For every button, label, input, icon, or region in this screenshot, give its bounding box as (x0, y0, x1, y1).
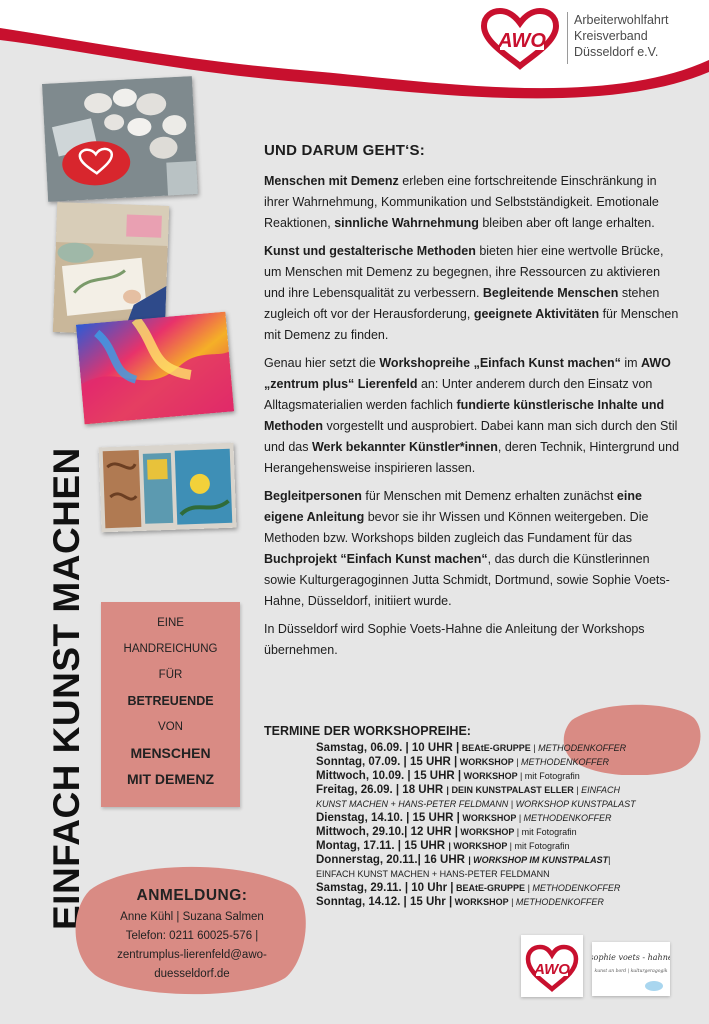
date-row (316, 769, 706, 783)
date-row (316, 839, 706, 853)
registration (102, 886, 282, 984)
date-row (316, 741, 706, 755)
dates-heading: TERMINE DER WORKSHOPREIHE: (264, 724, 471, 738)
photo-drawing (53, 202, 169, 336)
date-row-part: EINFACH KUNST MACHEN + HANS-PETER FELDMANN (316, 869, 550, 879)
date-row-part: WORKSHOP (461, 771, 520, 781)
dates-list (316, 741, 706, 909)
date-row-part: | mit Fotografin (509, 841, 570, 851)
org-name (574, 12, 669, 60)
handout-line: MENSCHEN (130, 745, 211, 761)
handout-line: EINE (157, 617, 184, 629)
handout-line: HANDREICHUNG (123, 643, 218, 655)
date-row (316, 825, 706, 839)
date-row-part: WORKSHOP (457, 827, 517, 837)
date-row (316, 853, 706, 867)
svg-text:kunst an bord | kulturgeragogi: kunst an bord | kulturgeragogik (594, 969, 668, 974)
registration-email: duesseldorf.de (154, 968, 230, 980)
handout-line: MIT DEMENZ (126, 771, 215, 787)
date-row-part: BEAtE-GRUPPE (459, 743, 534, 753)
registration-email: zentrumplus-lierenfeld@awo- (117, 949, 267, 961)
date-row (316, 867, 706, 881)
registration-title: ANMELDUNG: (136, 887, 248, 904)
date-row-part: KUNST MACHEN + HANS-PETER FELDMANN | WORKSHOP KUNSTPALAST (316, 799, 636, 809)
footer-awo-logo (521, 935, 583, 997)
paragraph-4: Begleitpersonen für Menschen mit Demenz erhalten zunächst eine eigene Anleitung bevor sie ihr Wissen und Können weitergeben. Die Methoden bzw. Workshops bilden zugleich das Fundament für das Buchprojekt “Einfach Kunst machen“, das durch die Künstlerinnen sowie Kulturgeragoginnen Jutta Schmidt, Dortmund, sowie Sophie Voets-Hahne, Düsseldorf, initiiert wurde. (264, 489, 670, 608)
date-row-part: Dienstag, 14.10. | 15 UHR | (316, 812, 460, 824)
paragraph-5: In Düsseldorf wird Sophie Voets-Hahne die Anleitung der Workshops übernehmen. (264, 622, 645, 657)
org-divider (567, 12, 568, 64)
date-row-part: WORKSHOP (457, 757, 517, 767)
registration-names: Anne Kühl | Suzana Salmen (120, 911, 264, 923)
date-row-part: | METHODENKOFFER (511, 897, 604, 907)
date-row-part: | EINFACH (576, 785, 620, 795)
org-line-2: Kreisverband (574, 29, 648, 43)
photo-collages (99, 443, 237, 533)
date-row-part: Freitag, 26.09. | 18 UHR (316, 784, 447, 796)
date-row-part: Sonntag, 07.09. | 15 UHR | (316, 756, 458, 768)
date-row-part: | WORKSHOP (448, 841, 510, 851)
svg-text:sophie voets - hahne: sophie voets - hahne (592, 953, 670, 962)
date-row-part: | METHODENKOFFER (516, 757, 609, 767)
svg-text:AWO: AWO (534, 961, 570, 978)
date-row-part: WORKSHOP (452, 897, 512, 907)
photo-stones (42, 76, 198, 202)
date-row-part: | mit Fotografin (516, 827, 577, 837)
main-text (264, 140, 684, 668)
date-row-part: | (608, 855, 611, 865)
awo-logo (478, 8, 562, 70)
date-row-part: | METHODENKOFFER (527, 883, 621, 893)
date-row (316, 881, 706, 895)
handout-line: FÜR (158, 669, 183, 681)
date-row (316, 797, 706, 811)
date-row-part: Mittwoch, 10.09. | 15 UHR | (316, 770, 462, 782)
handout-box (101, 602, 240, 807)
date-row-part: Donnerstag, 20.11.| 16 UHR (316, 854, 469, 866)
paragraph-3: Genau hier setzt die Workshopreihe „Einfach Kunst machen“ im AWO „zentrum plus“ Lierenfeld an: Unter anderem durch den Einsatz von Alltagsmaterialien werden fachlich fundierte künstlerische Inhalte und Methoden vorgestellt und ausprobiert. Dabei kann man sich durch den Stil und das Werk bekannter Künstler*innen, deren Technik, Hintergrund und Herangehensweise inspirieren lassen. (264, 356, 680, 475)
vertical-title: EINFACH KUNST MACHEN (46, 447, 87, 930)
date-row-part: Sonntag, 14.12. | 15 Uhr | (316, 896, 453, 908)
date-row-part: | METHODENKOFFER (518, 813, 612, 823)
org-line-1: Arbeiterwohlfahrt (574, 13, 669, 27)
date-row-part: Montag, 17.11. | 15 UHR (316, 840, 449, 852)
handout-line: BETREUENDE (127, 694, 214, 708)
date-row-part: BEAtE-GRUPPE (453, 883, 528, 893)
date-row-part: Samstag, 06.09. | 10 UHR | (316, 742, 460, 754)
photo-painting (76, 312, 234, 425)
paragraph-2: Kunst und gestalterische Methoden bieten hier eine wertvolle Brücke, um Menschen mit Demenz zu begegnen, ihre Ressourcen zu aktivieren und ihre Lebensqualität zu verbessern. Begleitende Menschen stehen zugleich oft vor der Herausforderung, geeignete Aktivitäten für Menschen mit Demenz zu finden. (264, 244, 679, 342)
handout-line: VON (158, 721, 183, 733)
date-row (316, 811, 706, 825)
date-row (316, 895, 706, 909)
svg-text:AWO: AWO (498, 30, 546, 52)
date-row-part: WORKSHOP (459, 813, 519, 823)
date-row-part: | METHODENKOFFER (533, 743, 627, 753)
date-row-part: | WORKSHOP IM KUNSTPALAST (468, 855, 609, 865)
date-row (316, 783, 706, 797)
footer-sophie-logo (592, 942, 670, 996)
date-row-part: Mittwoch, 29.10.| 12 UHR | (316, 826, 458, 838)
main-heading: UND DARUM GEHT‘S: (264, 142, 425, 159)
date-row (316, 755, 706, 769)
paragraph-1: Menschen mit Demenz erleben eine fortschreitende Einschränkung in ihrer Wahrnehmung, Kommunikation und Selbstständigkeit. Emotionale Reaktionen, sinnliche Wahrnehmung bleiben aber oft lange erhalten. (264, 174, 659, 230)
date-row-part: Samstag, 29.11. | 10 Uhr | (316, 882, 454, 894)
date-row-part: | mit Fotografin (519, 771, 580, 781)
date-row-part: | DEIN KUNSTPALAST ELLER (446, 785, 577, 795)
org-line-3: Düsseldorf e.V. (574, 45, 659, 59)
registration-phone: Telefon: 0211 60025-576 | (125, 930, 259, 942)
